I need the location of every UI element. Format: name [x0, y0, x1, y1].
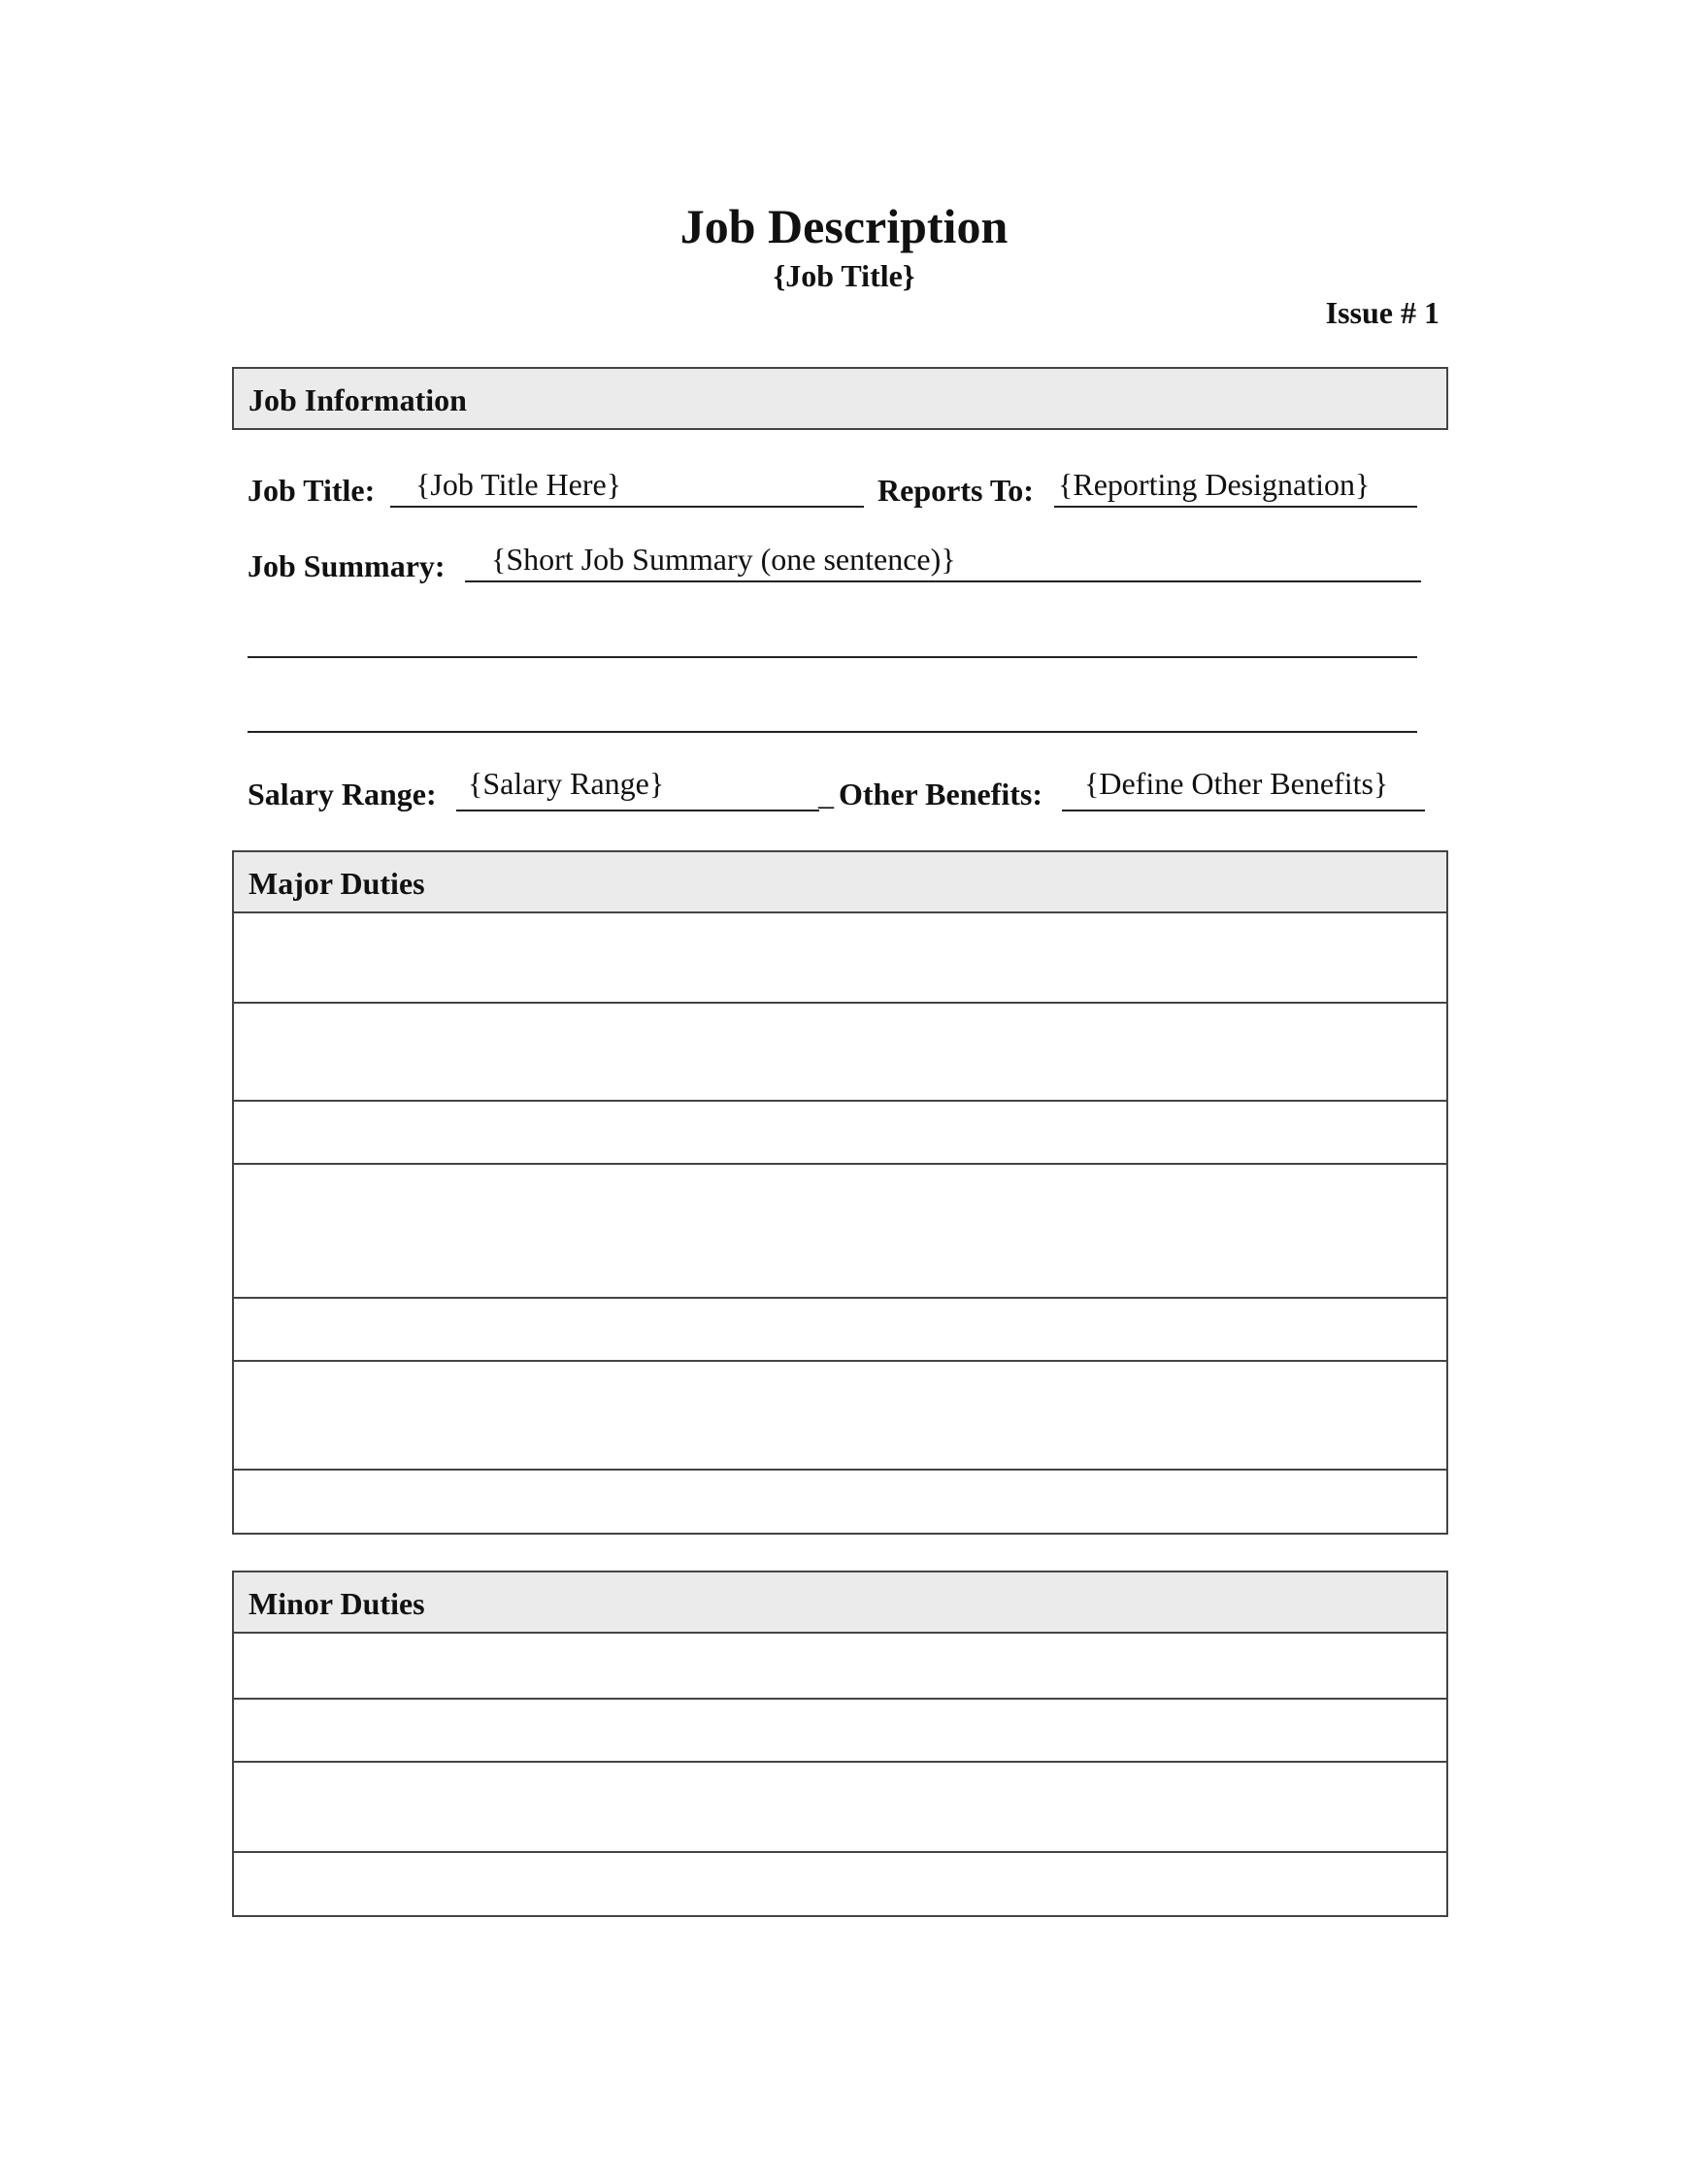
job-information-header — [232, 367, 1448, 430]
salary-range-label: Salary Range: — [248, 777, 437, 811]
major-duties-table — [232, 913, 1448, 1535]
reports-to-label: Reports To: — [877, 473, 1034, 508]
major-duty-row[interactable] — [234, 1360, 1446, 1469]
salary-range-value: {Salary Range} — [468, 766, 665, 801]
other-benefits-label: Other Benefits: — [839, 777, 1043, 811]
major-duty-row[interactable] — [234, 1002, 1446, 1100]
salary-range-field[interactable] — [456, 810, 819, 811]
major-duty-row[interactable] — [234, 1100, 1446, 1163]
major-duties-header — [232, 850, 1448, 913]
job-information-heading: Job Information — [248, 382, 467, 417]
issue-number: Issue # 1 — [1325, 295, 1440, 330]
other-benefits-value: {Define Other Benefits} — [1084, 766, 1389, 801]
minor-duties-header — [232, 1571, 1448, 1634]
major-duty-row[interactable] — [234, 1469, 1446, 1533]
job-title-field[interactable] — [390, 506, 864, 508]
job-summary-label: Job Summary: — [248, 548, 446, 583]
minor-duty-row[interactable] — [234, 1698, 1446, 1761]
minor-duty-row[interactable] — [234, 1761, 1446, 1851]
major-duties-heading: Major Duties — [248, 866, 425, 901]
job-summary-line-3[interactable] — [248, 731, 1417, 733]
reports-to-field[interactable] — [1054, 506, 1417, 508]
salary-trailing-underscore: _ — [818, 777, 834, 811]
major-duty-row[interactable] — [234, 1297, 1446, 1360]
job-summary-field[interactable] — [465, 580, 1421, 582]
other-benefits-field[interactable] — [1062, 810, 1425, 811]
document-subtitle: {Job Title} — [773, 258, 915, 293]
document-title: Job Description — [679, 199, 1009, 253]
reports-to-value: {Reporting Designation} — [1058, 467, 1371, 502]
job-summary-value: {Short Job Summary (one sentence)} — [491, 542, 956, 577]
minor-duty-row[interactable] — [234, 1634, 1446, 1698]
job-title-value: {Job Title Here} — [415, 467, 622, 502]
major-duty-row[interactable] — [234, 913, 1446, 1002]
minor-duties-table — [232, 1634, 1448, 1917]
job-summary-line-2[interactable] — [248, 656, 1417, 658]
minor-duties-heading: Minor Duties — [248, 1586, 425, 1621]
minor-duty-row[interactable] — [234, 1851, 1446, 1915]
major-duty-row[interactable] — [234, 1163, 1446, 1297]
job-title-label: Job Title: — [248, 473, 376, 508]
